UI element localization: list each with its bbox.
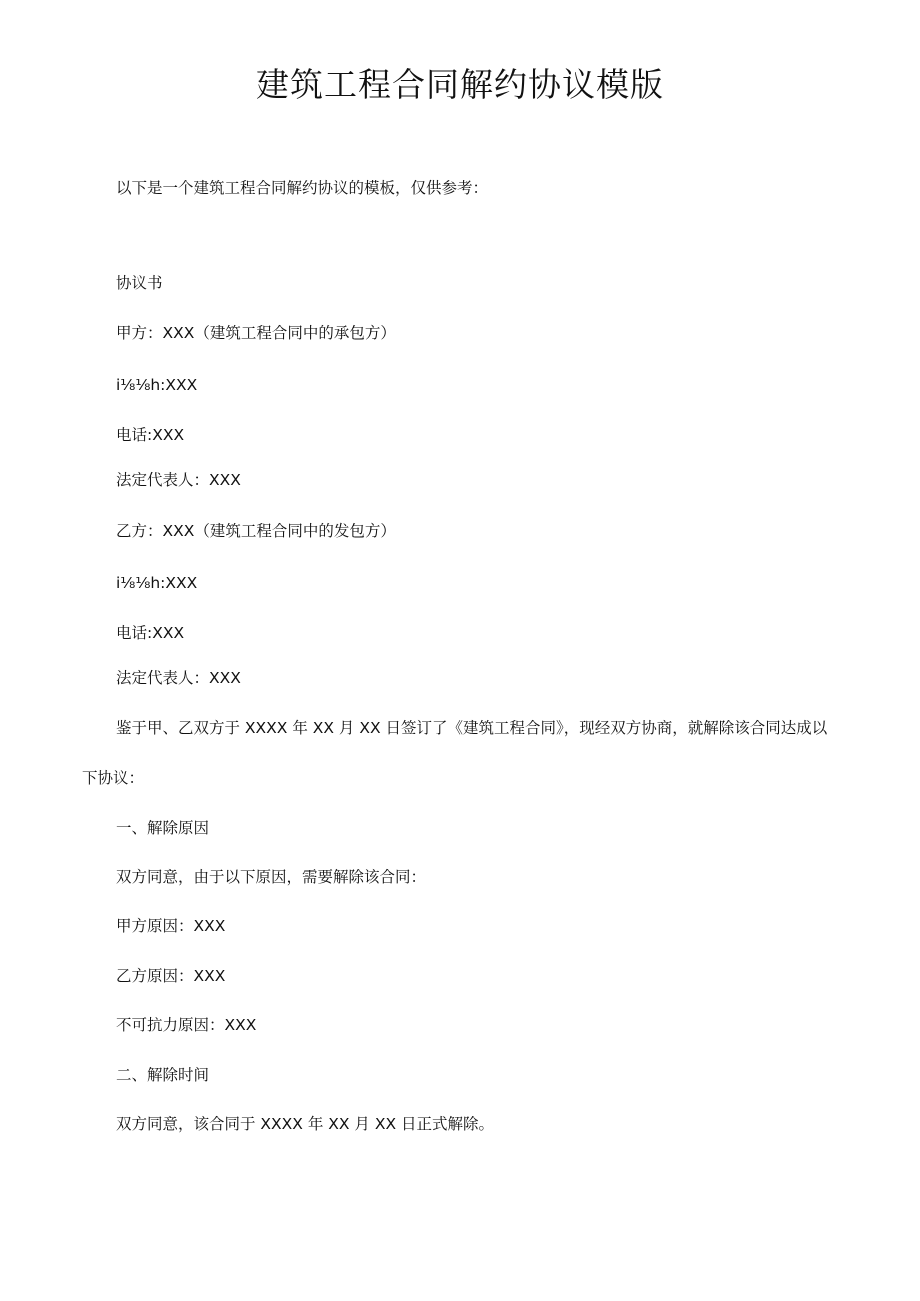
party-a-representative: 法定代表人：XXX — [116, 471, 241, 489]
intro-text: 以下是一个建筑工程合同解约协议的模板，仅供参考： — [116, 179, 489, 197]
reason-party-b: 乙方原因：XXX — [116, 967, 226, 985]
preamble-line-1: 鉴于甲、乙双方于 XXXX 年 XX 月 XX 日签订了《建筑工程合同》，现经双方协商，就解除该合同达成以 — [116, 719, 828, 737]
party-a-address: i⅛⅛h:XXX — [116, 376, 198, 394]
party-b-name: 乙方：XXX（建筑工程合同中的发包方） — [116, 522, 396, 540]
agreement-heading: 协议书 — [116, 274, 163, 292]
section-2-text: 双方同意，该合同于 XXXX 年 XX 月 XX 日正式解除。 — [116, 1115, 495, 1133]
party-a-phone: 电话:XXX — [116, 426, 185, 444]
party-b-phone: 电话:XXX — [116, 624, 185, 642]
section-1-heading: 一、解除原因 — [116, 819, 210, 837]
section-1-intro: 双方同意，由于以下原因，需要解除该合同： — [116, 868, 427, 886]
reason-party-a: 甲方原因：XXX — [116, 917, 226, 935]
document-title: 建筑工程合同解约协议模版 — [256, 65, 664, 104]
section-2-heading: 二、解除时间 — [116, 1066, 210, 1084]
party-b-representative: 法定代表人：XXX — [116, 669, 241, 687]
party-b-address: i⅛⅛h:XXX — [116, 574, 198, 592]
party-a-name: 甲方：XXX（建筑工程合同中的承包方） — [116, 324, 396, 342]
reason-force-majeure: 不可抗力原因：XXX — [116, 1016, 257, 1034]
preamble-line-2: 下协议： — [82, 769, 145, 787]
